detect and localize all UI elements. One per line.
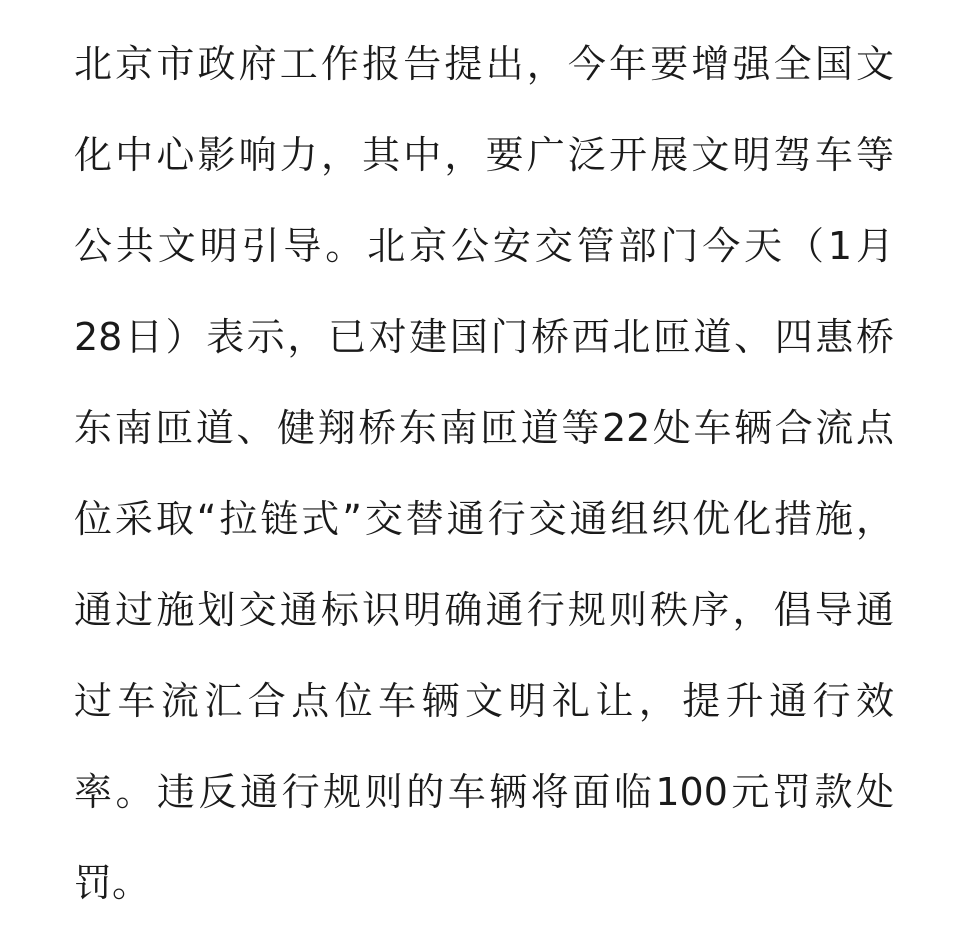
article-line: 东南匝道、健翔桥东南匝道等22处车辆合流点 [74,406,894,450]
article-line: 罚。 [74,861,151,905]
article-line: 公共文明引导。北京公安交管部门今天（1月 [74,224,894,268]
article-line: 率。违反通行规则的车辆将面临100元罚款处 [74,770,894,814]
article-line: 过车流汇合点位车辆文明礼让，提升通行效 [74,679,894,723]
article-line: 位采取“拉链式”交替通行交通组织优化措施， [74,497,894,541]
article-body [74,24,894,934]
article-line: 北京市政府工作报告提出，今年要增强全国文 [74,42,894,86]
article-line: 化中心影响力，其中，要广泛开展文明驾车等 [74,133,894,177]
article-line: 通过施划交通标识明确通行规则秩序，倡导通 [74,588,894,632]
article-line: 28日）表示，已对建国门桥西北匝道、四惠桥 [74,315,894,359]
